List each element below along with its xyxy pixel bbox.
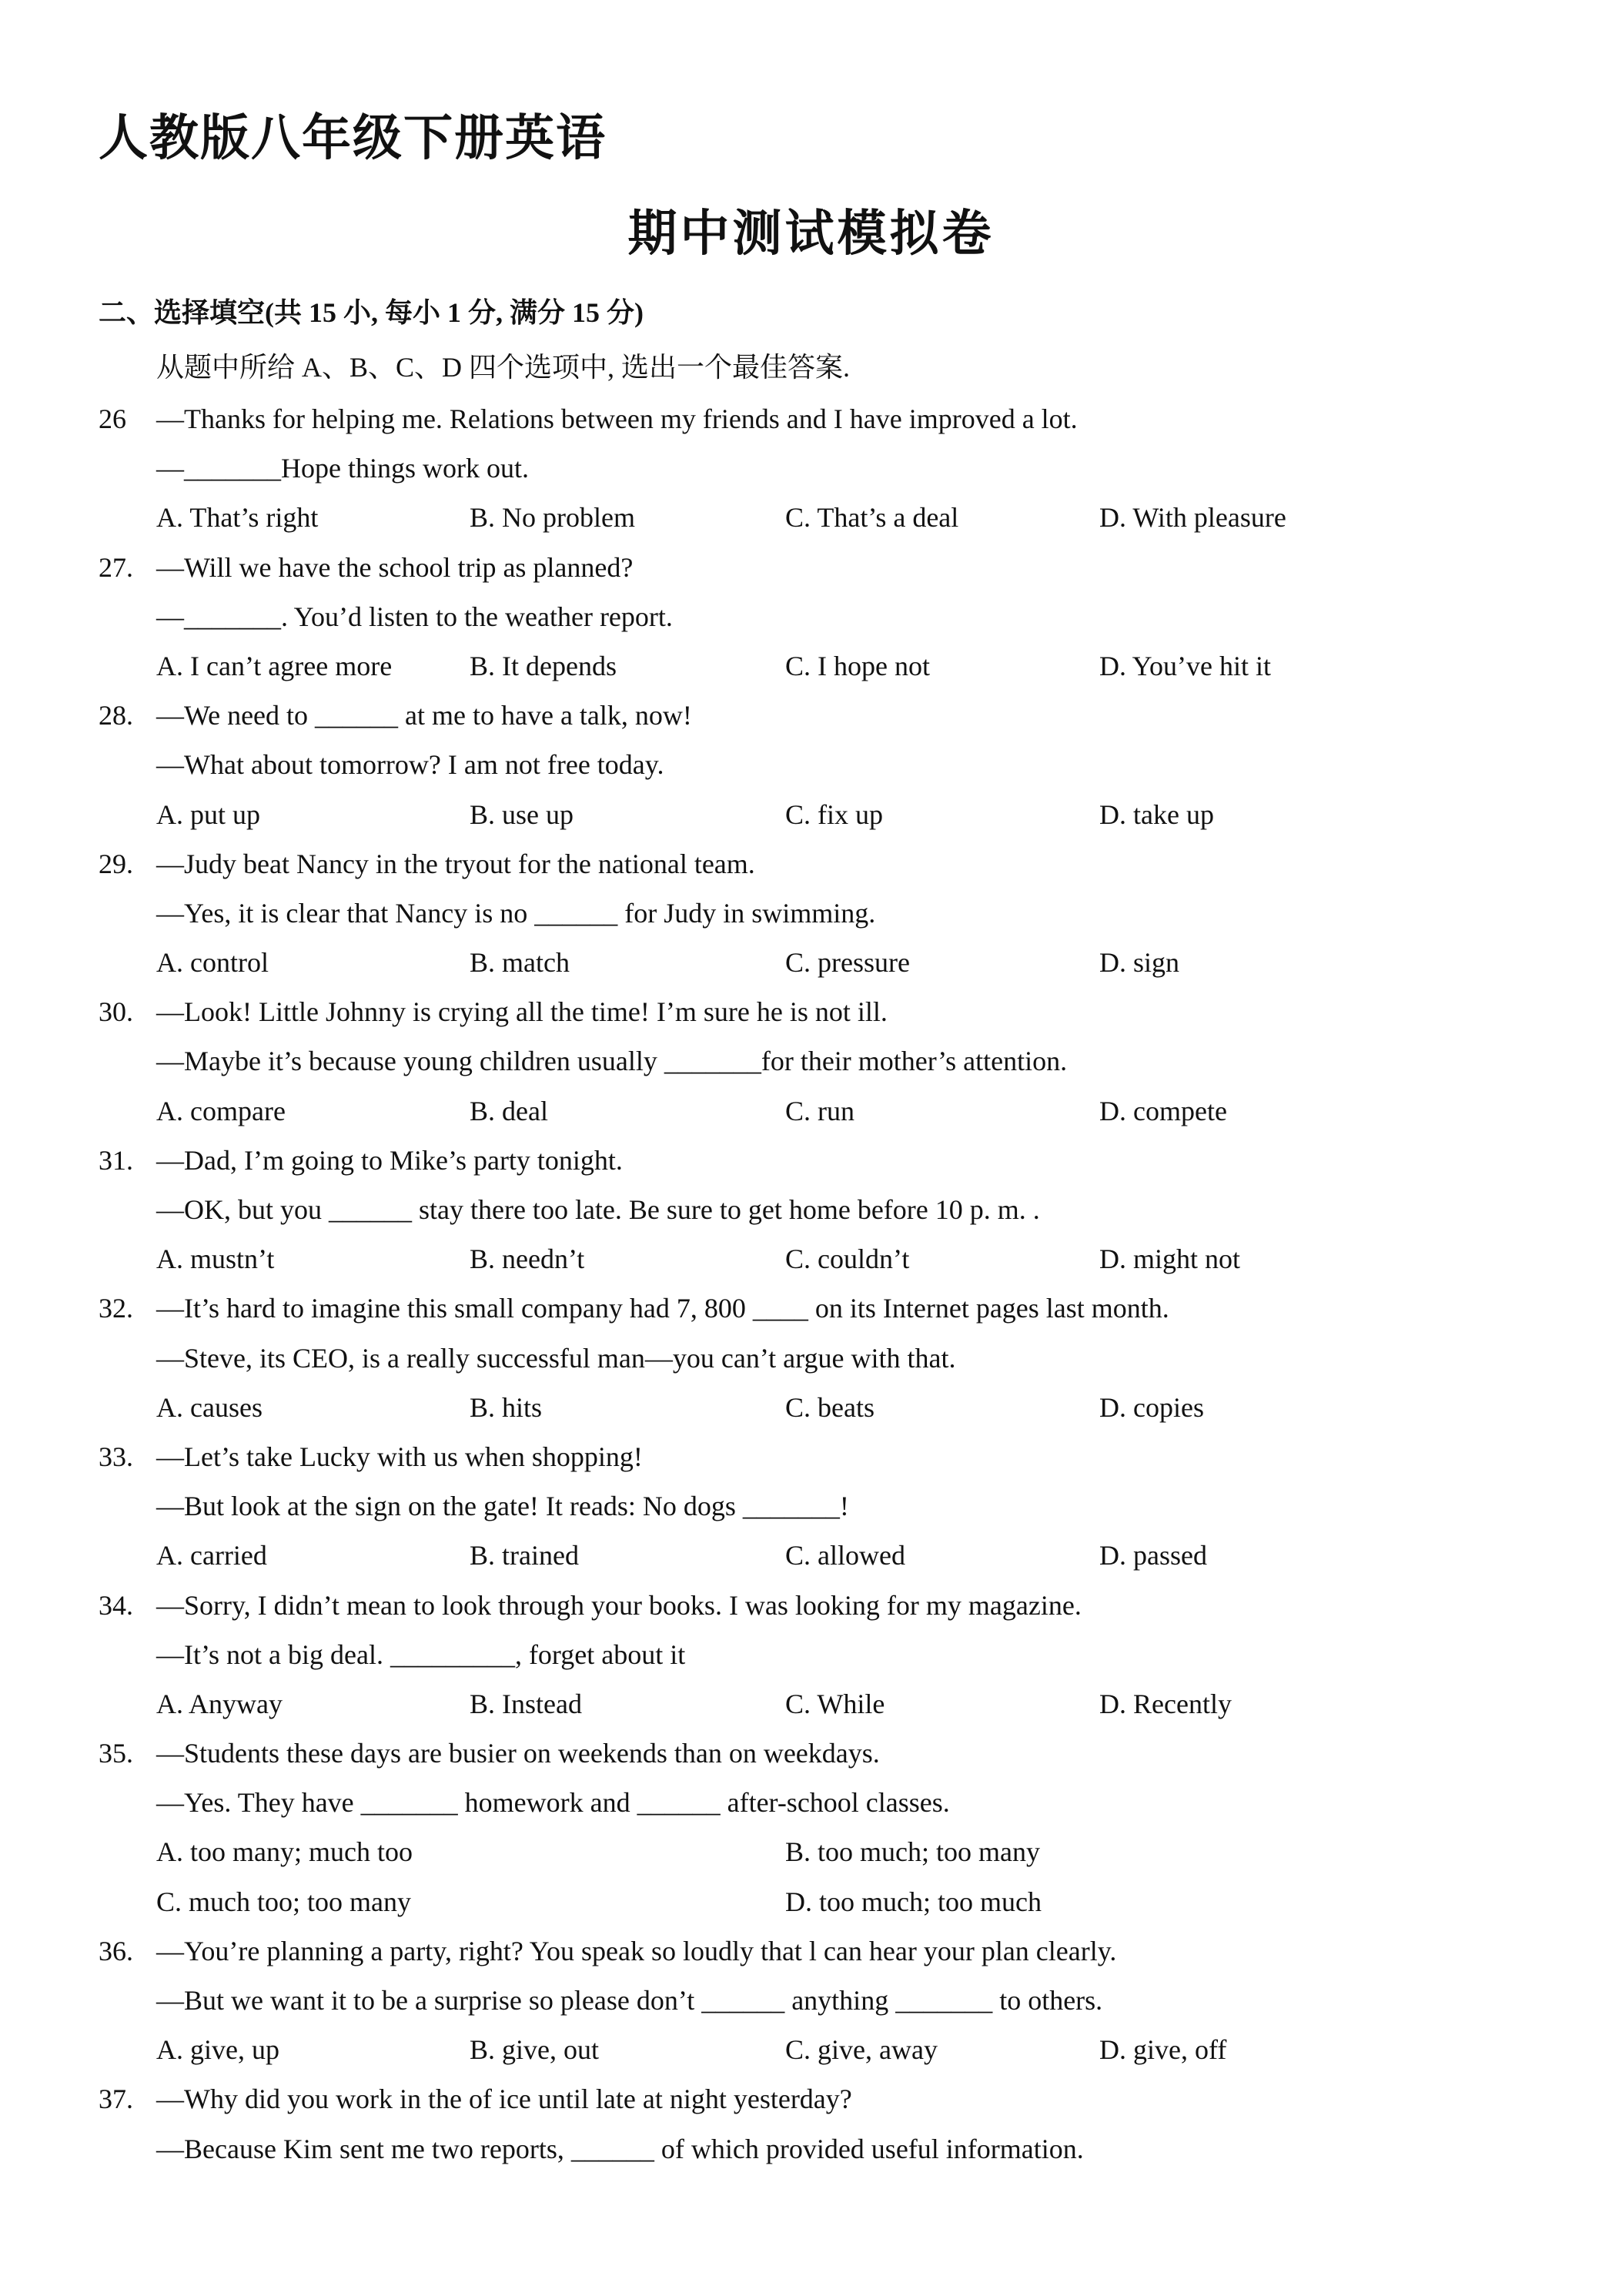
question-item [0,839,1622,988]
question-item [0,1284,1622,1432]
question-list [0,394,1622,2174]
option-a[interactable]: A. too many; much too [156,1836,413,1868]
option-b[interactable]: B. use up [470,798,574,830]
question-number: 27. [99,551,133,583]
question-line [0,1581,1622,1630]
question-prompt: —It’s hard to imagine this small company had 7, 800 ____ on its Internet pages last month. [156,1293,1169,1324]
option-a[interactable]: A. mustn’t [156,1243,275,1275]
option-b[interactable]: B. No problem [470,502,635,534]
question-reply: —But look at the sign on the gate! It reads: No dogs _______! [156,1491,849,1522]
question-number: 33. [99,1441,133,1472]
question-reply: —But we want it to be a surprise so please don’t ______ anything _______ to others. [156,1985,1103,2016]
option-b[interactable]: B. match [470,947,570,979]
option-d[interactable]: D. copies [1099,1391,1204,1423]
question-line [0,691,1622,740]
options-row [0,1086,1622,1136]
option-d[interactable]: D. give, off [1099,2034,1227,2066]
options-row [0,790,1622,839]
option-b[interactable]: B. hits [470,1391,543,1423]
question-line [0,1185,1622,1234]
question-item [0,987,1622,1136]
option-d[interactable]: D. too much; too much [785,1886,1042,1917]
question-line [0,1036,1622,1086]
question-number: 32. [99,1293,133,1324]
question-prompt: —You’re planning a party, right? You speak so loudly that l can hear your plan clearly. [156,1935,1117,1966]
question-number: 26 [99,403,126,434]
option-d[interactable]: D. You’ve hit it [1099,650,1272,681]
question-item [0,1926,1622,2075]
question-item [0,1729,1622,1926]
question-number: 31. [99,1144,133,1176]
question-reply: —What about tomorrow? I am not free today. [156,749,664,781]
option-c[interactable]: C. couldn’t [785,1243,910,1275]
question-line [0,1729,1622,1778]
question-prompt: —Let’s take Lucky with us when shopping! [156,1441,643,1472]
question-line [0,443,1622,493]
option-a[interactable]: A. Anyway [156,1688,283,1719]
document-title: 人教版八年级下册英语 [99,110,607,167]
question-line [0,1926,1622,1976]
option-a[interactable]: A. compare [156,1095,286,1126]
option-d[interactable]: D. sign [1099,947,1180,979]
options-row [0,1531,1622,1580]
option-d[interactable]: D. With pleasure [1099,502,1286,534]
option-a[interactable]: A. causes [156,1391,263,1423]
question-reply: —Because Kim sent me two reports, ______ of which provided useful information. [156,2133,1084,2164]
options-row [0,2025,1622,2074]
option-a[interactable]: A. That’s right [156,502,319,534]
question-line [0,1136,1622,1185]
question-prompt: —Students these days are busier on weekends than on weekdays. [156,1738,880,1769]
question-prompt: —Judy beat Nancy in the tryout for the national team. [156,848,755,879]
question-reply: —OK, but you ______ stay there too late. Be sure to get home before 10 p. m. . [156,1194,1040,1225]
question-line [0,740,1622,789]
question-line [0,543,1622,592]
option-b[interactable]: B. give, out [470,2034,599,2066]
question-item [0,2074,1622,2173]
options-row [0,938,1622,987]
options-row [0,1827,1622,1876]
options-row [0,641,1622,691]
section-instruction: 从题中所给 A、B、C、D 四个选项中, 选出一个最佳答案. [156,352,851,383]
section-heading: 二、选择填空(共 15 小, 每小 1 分, 满分 15 分) [99,297,644,328]
question-line [0,394,1622,443]
option-c[interactable]: C. While [785,1688,885,1719]
options-row [0,1234,1622,1284]
question-prompt: —Look! Little Johnny is crying all the time! I’m sure he is not ill. [156,996,888,1028]
question-line [0,839,1622,889]
question-prompt: —Dad, I’m going to Mike’s party tonight. [156,1144,623,1176]
question-line [0,1481,1622,1531]
question-item [0,543,1622,691]
options-row [0,1679,1622,1729]
question-reply: —Yes, it is clear that Nancy is no ______ for Judy in swimming. [156,897,876,929]
option-c[interactable]: C. fix up [785,798,884,830]
question-line [0,987,1622,1036]
option-a[interactable]: A. I can’t agree more [156,650,393,681]
option-c[interactable]: C. That’s a deal [785,502,959,534]
option-c[interactable]: C. I hope not [785,650,930,681]
option-a[interactable]: A. control [156,947,269,979]
question-item [0,1581,1622,1729]
option-d[interactable]: D. might not [1099,1243,1241,1275]
question-number: 29. [99,848,133,879]
option-c[interactable]: C. much too; too many [156,1886,411,1917]
question-reply: —It’s not a big deal. _________, forget about it [156,1638,686,1670]
option-c[interactable]: C. give, away [785,2034,938,2066]
option-c[interactable]: C. run [785,1095,854,1126]
option-c[interactable]: C. beats [785,1391,875,1423]
question-number: 30. [99,996,133,1028]
option-b[interactable]: B. Instead [470,1688,582,1719]
question-line [0,592,1622,641]
option-b[interactable]: B. needn’t [470,1243,585,1275]
option-a[interactable]: A. carried [156,1540,267,1571]
question-number: 36. [99,1935,133,1966]
option-b[interactable]: B. too much; too many [785,1836,1040,1868]
question-line [0,2124,1622,2174]
options-row [0,493,1622,542]
option-a[interactable]: A. put up [156,798,260,830]
question-reply: —Maybe it’s because young children usually _______for their mother’s attention. [156,1046,1068,1077]
question-prompt: —Sorry, I didn’t mean to look through your books. I was looking for my magazine. [156,1589,1082,1621]
question-prompt: —We need to ______ at me to have a talk, now! [156,700,692,731]
question-item [0,394,1622,543]
option-a[interactable]: A. give, up [156,2034,279,2066]
question-prompt: —Will we have the school trip as planned? [156,551,634,583]
option-d[interactable]: D. take up [1099,798,1214,830]
option-d[interactable]: D. compete [1099,1095,1227,1126]
question-number: 28. [99,700,133,731]
option-d[interactable]: D. Recently [1099,1688,1232,1719]
question-number: 35. [99,1738,133,1769]
question-item [0,691,1622,839]
question-number: 37. [99,2083,133,2115]
question-reply: —Yes. They have _______ homework and ______ after-school classes. [156,1787,950,1819]
question-prompt: —Thanks for helping me. Relations between my friends and I have improved a lot. [156,403,1078,434]
option-d[interactable]: D. passed [1099,1540,1207,1571]
question-line [0,1284,1622,1333]
question-item [0,1136,1622,1284]
question-line [0,1432,1622,1481]
question-line [0,2074,1622,2124]
option-b[interactable]: B. It depends [470,650,617,681]
question-line [0,1976,1622,2025]
question-line [0,1334,1622,1383]
option-c[interactable]: C. pressure [785,947,910,979]
question-line [0,1778,1622,1827]
question-line [0,889,1622,938]
question-reply: —Steve, its CEO, is a really successful man—you can’t argue with that. [156,1342,956,1374]
option-b[interactable]: B. deal [470,1095,548,1126]
question-reply: —_______Hope things work out. [156,453,529,484]
question-line [0,1630,1622,1679]
question-number: 34. [99,1589,133,1621]
document-subtitle: 期中测试模拟卷 [627,206,995,263]
question-item [0,1432,1622,1581]
options-row [0,1877,1622,1926]
question-reply: —_______. You’d listen to the weather report. [156,601,673,632]
question-prompt: —Why did you work in the of ice until late at night yesterday? [156,2083,852,2115]
option-c[interactable]: C. allowed [785,1540,905,1571]
option-b[interactable]: B. trained [470,1540,579,1571]
options-row [0,1383,1622,1432]
